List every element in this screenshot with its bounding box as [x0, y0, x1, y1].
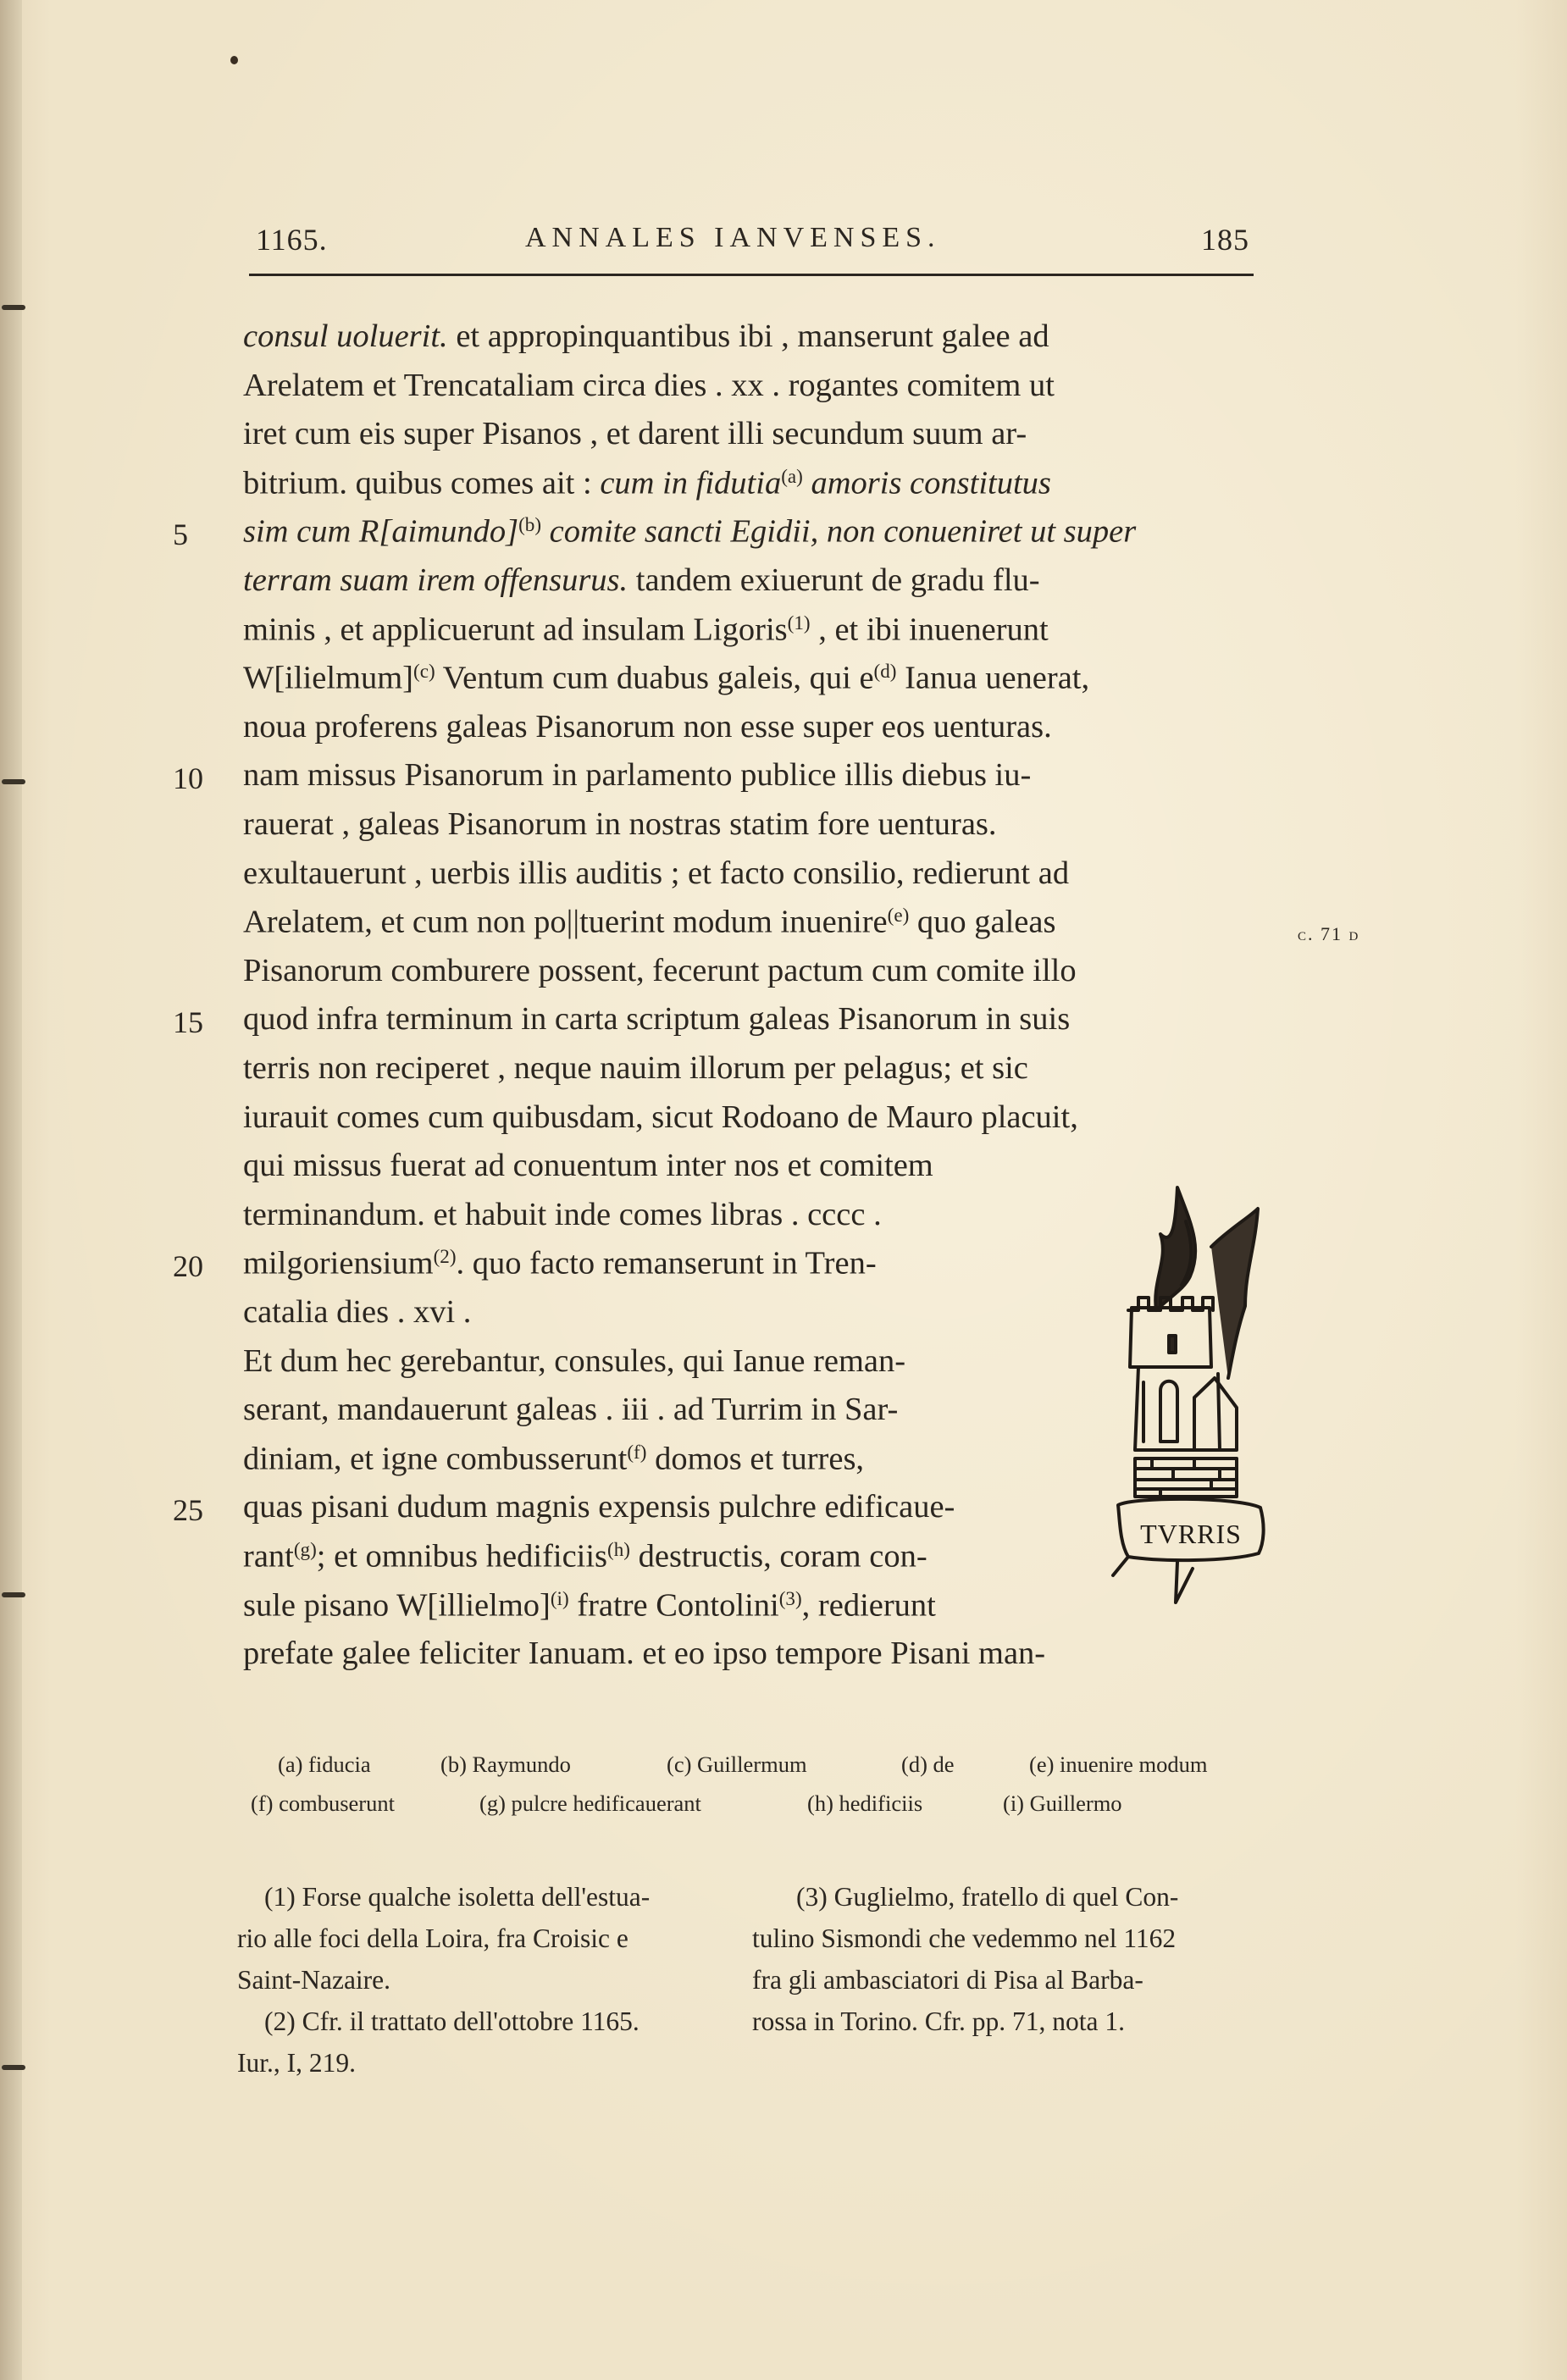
note-reference: (2)	[433, 1245, 457, 1268]
text-segment: qui missus fuerat ad conuentum inter nos et comitem	[243, 1148, 933, 1184]
footnote-line: rio alle foci della Loira, fra Croisic e	[237, 1923, 628, 1953]
text-segment: bitrium. quibus comes ait :	[243, 465, 601, 501]
variant-reading: (d) de	[901, 1752, 955, 1777]
text-line	[243, 1101, 1078, 1134]
variant-reading: (a) fiducia	[278, 1752, 371, 1777]
text-segment: iret cum eis super Pisanos , et darent illi secundum suum ar-	[243, 416, 1027, 452]
text-line	[243, 759, 1031, 792]
text-segment: comite sancti Egidii, non conueniret ut super	[541, 514, 1137, 551]
line-number: 10	[173, 761, 203, 796]
text-line	[243, 708, 1052, 744]
note-reference: (g)	[293, 1538, 317, 1560]
text-segment: rant	[243, 1538, 294, 1575]
line-number: 5	[173, 518, 188, 552]
text-segment: iurauit comes cum quibusdam, sicut Rodoano de Mauro placuit,	[243, 1099, 1078, 1135]
text-segment: Et dum hec gerebantur, consules, qui Ianue reman-	[243, 1342, 906, 1379]
text-segment: quod infra terminum in carta scriptum galeas Pisanorum in suis	[243, 1001, 1071, 1038]
text-segment: fratre Contolini	[568, 1587, 779, 1624]
note-reference: (f)	[627, 1440, 647, 1463]
text-segment: destructis, coram con-	[629, 1538, 927, 1575]
text-segment: terminandum. et habuit inde comes libras . cccc .	[243, 1196, 882, 1232]
text-line	[243, 1342, 906, 1379]
text-line	[243, 1198, 882, 1232]
footnote-line: rossa in Torino. Cfr. pp. 71, nota 1.	[752, 2006, 1125, 2036]
page-number: 185	[1201, 223, 1249, 257]
text-segment: cum in fidutia	[600, 465, 782, 501]
text-line	[243, 464, 1051, 501]
text-line	[243, 1052, 1028, 1085]
note-reference: (h)	[607, 1538, 630, 1560]
running-header-title: ANNALES IANVENSES.	[525, 222, 941, 253]
line-number: 15	[173, 1005, 203, 1040]
note-reference: (e)	[887, 904, 910, 927]
text-segment: serant, mandauerunt galeas . iii . ad Turrim in Sar-	[243, 1392, 899, 1428]
text-segment: terris non reciperet , neque nauim illorum per pelagus; et sic	[243, 1050, 1028, 1086]
footnote-line: (3) Guglielmo, fratello di quel Con-	[796, 1882, 1179, 1912]
text-line	[243, 513, 1137, 551]
text-line	[243, 1442, 864, 1475]
text-line	[243, 369, 1055, 402]
note-reference: (d)	[873, 660, 897, 683]
text-line	[243, 1540, 927, 1573]
binding-stitch	[2, 779, 25, 784]
text-line	[243, 905, 1055, 938]
text-line	[243, 418, 1027, 451]
text-segment: , et ibi inuenerunt	[810, 612, 1049, 648]
variant-reading: (c) Guillermum	[667, 1752, 807, 1777]
text-segment: sim cum R[aimundo]	[243, 514, 519, 551]
text-segment: catalia dies . xvi .	[243, 1294, 472, 1330]
text-segment: Arelatem et Trencataliam circa dies . xx . rogantes comitem ut	[243, 367, 1055, 403]
text-segment: et appropinquantibus ibi , manserunt galee ad	[447, 318, 1049, 354]
text-segment: minis , et applicuerunt ad insulam Ligoris	[243, 612, 788, 648]
text-segment: tandem exiuerunt de gradu flu-	[628, 562, 1040, 598]
text-line	[243, 857, 1069, 890]
text-segment: Ventum cum duabus galeis, qui e	[435, 660, 874, 696]
text-segment: Pisanorum comburere possent, fecerunt pactum cum comite illo	[243, 952, 1077, 988]
text-line	[243, 320, 1049, 353]
text-segment: milgoriensium	[243, 1246, 434, 1282]
text-line	[243, 564, 1040, 597]
binding-stitch	[2, 305, 25, 310]
note-reference: (a)	[781, 464, 803, 487]
note-reference: (c)	[413, 660, 435, 683]
text-segment: noua proferens galeas Pisanorum non esse super eos uenturas.	[243, 708, 1052, 744]
text-line	[243, 952, 1077, 988]
footnote-line: Iur., I, 219.	[237, 2048, 356, 2078]
footnote-line: (2) Cfr. il trattato dell'ottobre 1165.	[264, 2006, 640, 2036]
footnote-line: tulino Sismondi che vedemmo nel 1162	[752, 1923, 1177, 1953]
line-number: 25	[173, 1493, 203, 1528]
header-rule	[249, 274, 1254, 276]
line-number: 20	[173, 1249, 203, 1284]
footnote-line: fra gli ambasciatori di Pisa al Barba-	[752, 1965, 1143, 1995]
book-spine	[0, 0, 22, 2380]
text-segment: domos et turres,	[646, 1441, 865, 1477]
footnote-line: (1) Forse qualche isoletta dell'estua-	[264, 1882, 651, 1912]
ink-spot	[230, 56, 238, 64]
margin-note: c. 71 d	[1298, 923, 1360, 944]
text-segment: quo galeas	[909, 904, 1056, 940]
running-header-year: 1165.	[256, 223, 328, 257]
text-segment: Ianua uenerat,	[896, 660, 1090, 696]
text-segment: exultauerunt , uerbis illis auditis ; et facto consilio, redierunt ad	[243, 855, 1070, 891]
text-segment: diniam, et igne combusserunt	[243, 1441, 628, 1477]
variant-reading: (e) inuenire modum	[1029, 1752, 1208, 1777]
binding-stitch	[2, 1592, 25, 1597]
variant-reading: (h) hedificiis	[807, 1791, 923, 1816]
text-line	[243, 1491, 955, 1524]
binding-stitch	[2, 2065, 25, 2070]
variant-reading: (g) pulcre hedificauerant	[479, 1791, 701, 1816]
note-reference: (b)	[518, 513, 542, 536]
illustration-caption: TVRRIS	[1140, 1519, 1242, 1549]
note-reference: (i)	[550, 1586, 569, 1609]
tower-illustration	[1110, 1171, 1271, 1611]
text-segment: quas pisani dudum magnis expensis pulchre edificaue-	[243, 1489, 955, 1525]
text-segment: . quo facto remanserunt in Tren-	[456, 1246, 877, 1282]
variant-reading: (b) Raymundo	[440, 1752, 571, 1777]
note-reference: (3)	[778, 1586, 802, 1609]
text-line	[243, 808, 997, 841]
text-segment: , redierunt	[801, 1587, 936, 1624]
text-line	[243, 1393, 898, 1426]
text-line	[243, 1586, 936, 1624]
text-segment: prefate galee feliciter Ianuam. et eo ipso tempore Pisani man-	[243, 1636, 1046, 1672]
text-line	[243, 1637, 1045, 1670]
text-line	[243, 1149, 933, 1182]
text-segment: Arelatem, et cum non po||tuerint modum inuenire	[243, 904, 888, 940]
text-line	[243, 1296, 471, 1329]
text-segment: terram suam irem offensurus.	[243, 562, 628, 598]
text-line	[243, 613, 1049, 646]
text-line	[243, 1003, 1070, 1036]
text-segment: W[ilielmum]	[243, 660, 413, 696]
variant-reading: (f) combuserunt	[251, 1791, 395, 1816]
text-segment: rauerat , galeas Pisanorum in nostras statim fore uenturas.	[243, 806, 997, 842]
variant-reading: (i) Guillermo	[1003, 1791, 1122, 1816]
footnote-line: Saint-Nazaire.	[237, 1965, 391, 1995]
text-segment: sule pisano W[illielmo]	[243, 1587, 551, 1624]
text-segment: consul uoluerit.	[243, 318, 448, 354]
note-reference: (1)	[787, 611, 811, 634]
text-line	[243, 1247, 877, 1280]
text-line	[243, 661, 1089, 695]
text-segment: ; et omnibus hedificiis	[316, 1538, 608, 1575]
text-segment: nam missus Pisanorum in parlamento publice illis diebus iu-	[243, 757, 1032, 794]
text-segment: amoris constitutus	[802, 465, 1051, 501]
